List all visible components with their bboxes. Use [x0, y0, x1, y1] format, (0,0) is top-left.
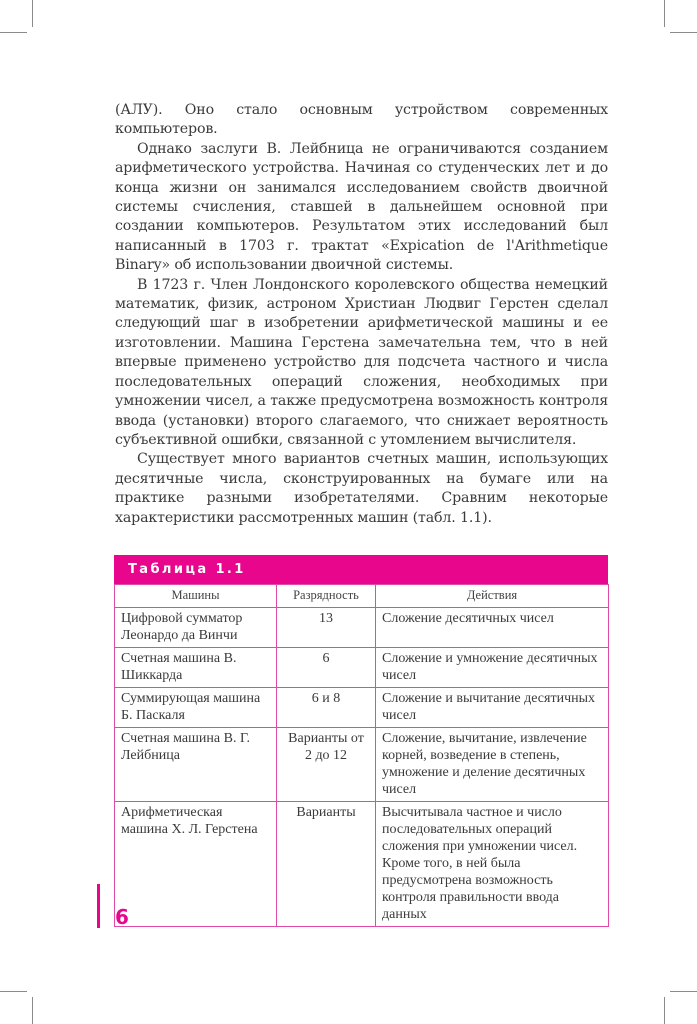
page-number-bar: [97, 884, 100, 928]
body-text: [115, 101, 608, 528]
machines-table: [114, 584, 609, 927]
table-row: [115, 648, 609, 688]
cell-actions: Сложение, вычитание, извлечение корней, возведение в степень, умножение и деление десятичных чисел: [376, 728, 609, 802]
paragraph: (АЛУ). Оно стало основным устройством современных компьютеров.: [115, 102, 608, 138]
table-row: [115, 608, 609, 648]
table-title: Таблица 1.1: [114, 555, 608, 584]
cell-digits: Варианты от 2 до 12: [277, 728, 376, 802]
cell-actions: Высчитывала частное и число последовательных операций сложения при умножении чисел. Кроме того, в ней была предусмотрена возможность контроля правильности ввода данных: [376, 802, 609, 927]
cell-digits: 6: [277, 648, 376, 688]
paragraph: Однако заслуги В. Лейбница не ограничиваются созданием арифметического устройства. Начиная со студенческих лет и до конца жизни он занимался исследованием свойств двоичной системы счисления, ставшей в дальнейшем основной при создании компьютеров. Результатом этих исследований был написанный в 1703 г. трактат «Expication de l'Arithmetique Binary» об использовании двоичной системы.: [115, 140, 608, 274]
crop-mark-top-right-h: [670, 32, 697, 33]
cell-digits: 6 и 8: [277, 688, 376, 728]
cell-machine: Цифровой сумматор Леонардо да Винчи: [115, 608, 277, 648]
crop-mark-top-left-h: [0, 32, 27, 33]
crop-mark-bottom-right-h: [670, 991, 697, 992]
table-row: [115, 802, 609, 927]
cell-digits: Варианты: [277, 802, 376, 927]
cell-machine: Арифметическая машина Х. Л. Герстена: [115, 802, 277, 927]
table-row: [115, 688, 609, 728]
page-number: 6: [115, 905, 129, 929]
cell-actions: Сложение десятичных чисел: [376, 608, 609, 648]
cell-digits: 13: [277, 608, 376, 648]
cell-actions: Сложение и умножение десятичных чисел: [376, 648, 609, 688]
crop-mark-top-left-v: [32, 0, 33, 27]
paragraph: В 1723 г. Член Лондонского королевского общества немецкий математик, физик, астроном Христиан Людвиг Герстен сделал следующий шаг в изобретении арифметической машины и ее изготовлении. Машина Герстена замечательна тем, что в ней впервые применено устройство для подсчета частного и числа последовательных операций сложения, необходимых при умножении чисел, а также предусмотрена возможность контроля ввода (установки) второго слагаемого, что снижает вероятность субъективной ошибки, связанной с утомлением вычислителя.: [115, 276, 608, 448]
table-row: [115, 728, 609, 802]
paragraph: Существует много вариантов счетных машин, использующих десятичные числа, сконструированных на бумаге или на практике разными изобретателями. Сравним некоторые характеристики рассмотренных машин (табл. 1.1).: [115, 451, 608, 526]
comparison-table: [114, 555, 608, 927]
cell-machine: Счетная машина В. Шиккарда: [115, 648, 277, 688]
column-header-actions: Действия: [376, 585, 609, 608]
cell-machine: Счетная машина В. Г. Лейбница: [115, 728, 277, 802]
cell-machine: Суммирующая машина Б. Паскаля: [115, 688, 277, 728]
column-header-machines: Машины: [115, 585, 277, 608]
cell-actions: Сложение и вычитание десятичных чисел: [376, 688, 609, 728]
crop-mark-top-right-v: [664, 0, 665, 27]
crop-mark-bottom-left-v: [32, 997, 33, 1024]
crop-mark-bottom-left-h: [0, 991, 27, 992]
crop-mark-bottom-right-v: [664, 997, 665, 1024]
table-header-row: [115, 585, 609, 608]
column-header-digits: Разрядность: [277, 585, 376, 608]
